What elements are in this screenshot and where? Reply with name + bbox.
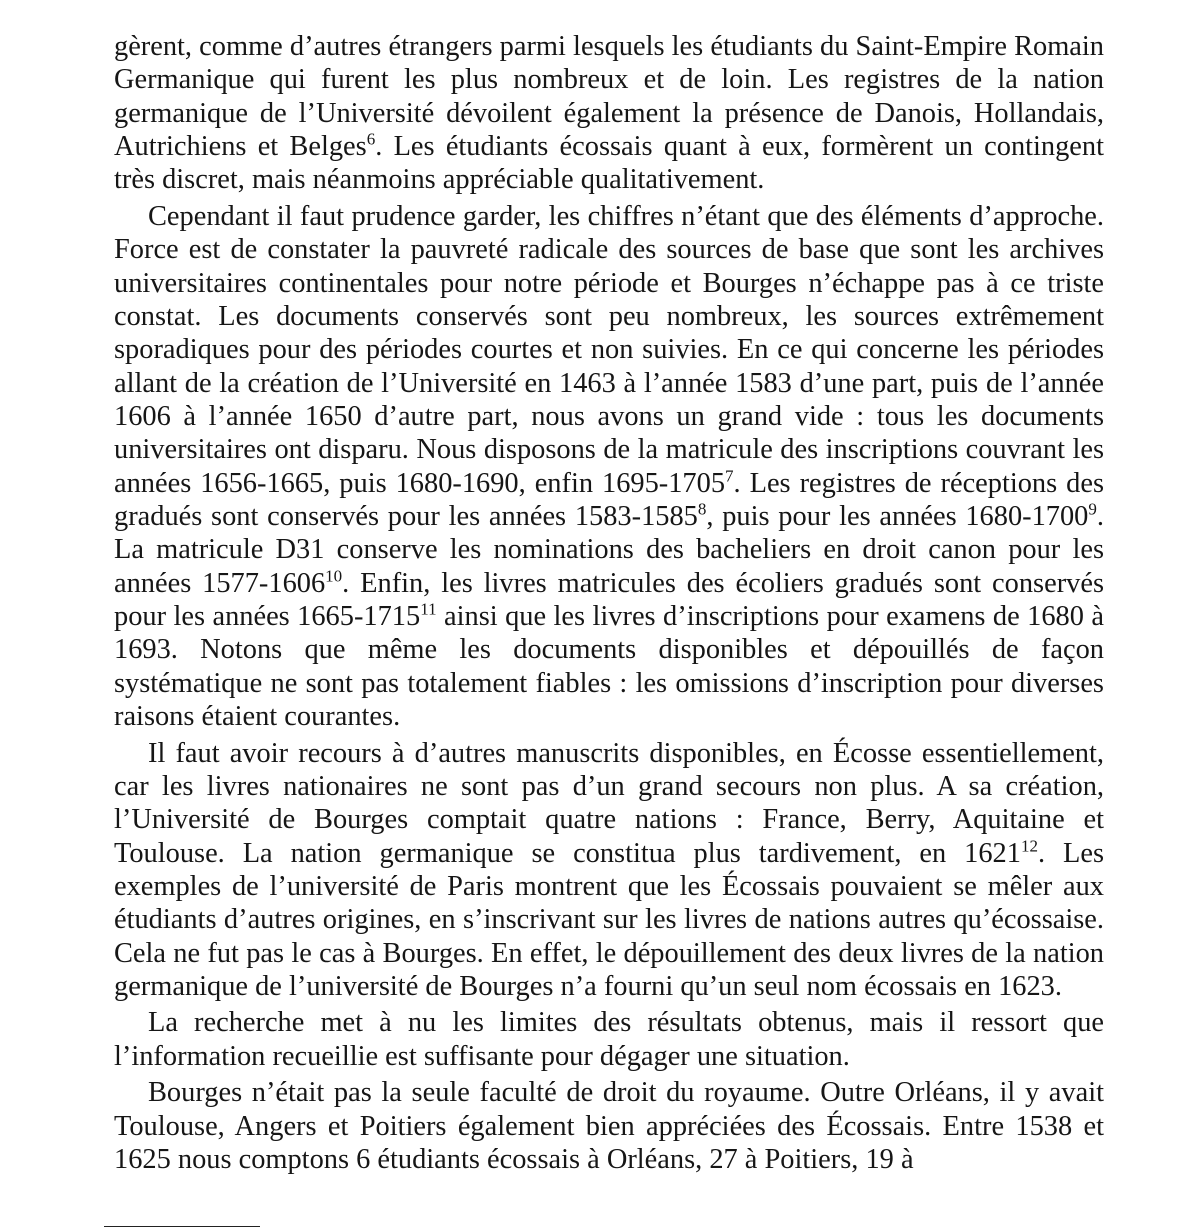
footnote-ref: 8: [697, 499, 707, 519]
paragraph: [114, 200, 1104, 734]
text-run: gèrent, comme d’autres étrangers parmi lesquels les étudiants du Saint-Empire Romain Germanique qui furent les plus nombreux et de loin. Les registres de la nation germanique de l’Université dévoilent également la présence de Danois, Hollandais, Autrichiens et Belges: [114, 31, 1104, 163]
footnote-ref: 12: [1020, 836, 1038, 856]
footnote-ref: 11: [420, 599, 437, 619]
text-run: Cependant il faut prudence garder, les chiffres n’étant que des éléments d’approche. Force est de constater la pauvreté radicale des sources de base que sont les archives universitaires continentales pour notre période et Bourges n’échappe pas à ce triste constat. Les documents conservés sont peu nombreux, les sources extrêmement sporadiques pour des périodes courtes et non suivies. En ce qui concerne les périodes allant de la création de l’Université en 1463 à l’année 1583 d’une part, puis de l’année 1606 à l’année 1650 d’autre part, nous avons un grand vide : tous les documents universitaires ont disparu. Nous disposons de la matricule des inscriptions couvrant les années 1656-1665, puis 1680-1690, enfin 1695-1705: [114, 200, 1104, 499]
text-run: . Les exemples de l’université de Paris montrent que les Écossais pouvaient se mêler aux étudiants d’autres origines, en s’inscrivant sur les livres de nations autres qu’écossaise. Cela ne fut pas le cas à Bourges. En effet, le dépouillement des deux livres de la nation germanique de l’université de Bourges n’a fourni qu’un seul nom écossais en 1623.: [114, 837, 1104, 1003]
paragraph: [114, 1076, 1104, 1176]
footnote-separator: [104, 1226, 260, 1227]
footnote-ref: 10: [325, 566, 343, 586]
footnote-ref: 9: [1088, 499, 1097, 519]
text-run: . Les registres de réceptions des gradués sont conservés pour les années 1583-1585: [114, 467, 1104, 533]
paragraph: [114, 1006, 1104, 1073]
paragraph: [114, 737, 1104, 1004]
page-body: [114, 30, 1104, 1176]
text-run: , puis pour les années 1680-1700: [706, 501, 1089, 533]
text-run: La recherche met à nu les limites des résultats obtenus, mais il ressort que l’information recueillie est suffisante pour dégager une situation.: [114, 1007, 1104, 1072]
text-run: . Enfin, les livres matricules des écoliers gradués sont conservés pour les années 1665-1715: [114, 567, 1104, 633]
text-run: Bourges n’était pas la seule faculté de droit du royaume. Outre Orléans, il y avait Toulouse, Angers et Poitiers également bien appréciées des Écossais. Entre 1538 et 1625 nous comptons 6 étudiants écossais à Orléans, 27 à Poitiers, 19 à: [114, 1077, 1104, 1175]
text-run: . Les étudiants écossais quant à eux, formèrent un contingent très discret, mais néanmoins appréciable qualitativement.: [114, 131, 1104, 196]
text-run: Il faut avoir recours à d’autres manuscrits disponibles, en Écosse essentiellement, car les livres nationaires ne sont pas d’un grand secours non plus. A sa création, l’Université de Bourges comptait quatre nations : France, Berry, Aquitaine et Toulouse. La nation germanique se constitua plus tardivement, en 1621: [114, 737, 1104, 869]
text-run: . La matricule D31 conserve les nominations des bacheliers en droit canon pour les années 1577-1606: [114, 501, 1105, 599]
footnote-ref: 6: [366, 129, 376, 149]
text-run: ainsi que les livres d’inscriptions pour examens de 1680 à 1693. Notons que même les documents disponibles et dépouillés de façon systématique ne sont pas totalement fiables : les omissions d’inscription pour diverses raisons étaient courantes.: [114, 601, 1104, 733]
footnote-ref: 7: [725, 466, 734, 486]
paragraph: [114, 30, 1104, 197]
